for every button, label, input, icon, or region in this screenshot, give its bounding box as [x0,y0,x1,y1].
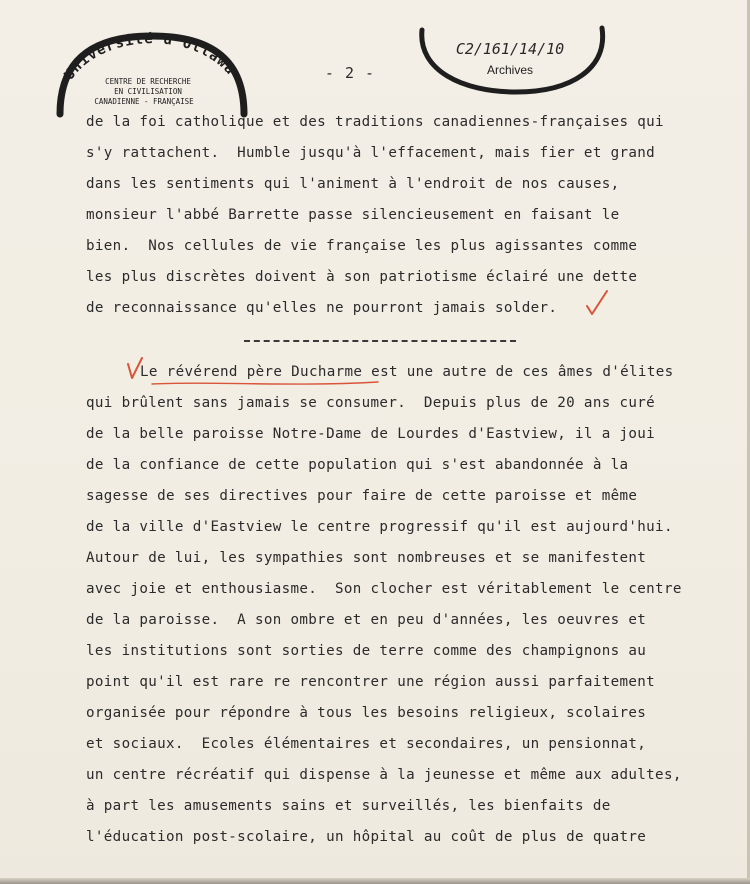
page-number: - 2 - [324,64,376,82]
text-line: de la confiance de cette population qui s'est abandonnée à la [86,457,629,473]
text-line: qui brûlent sans jamais se consumer. Depuis plus de 20 ans curé [86,395,656,411]
text-line: de la paroisse. A son ombre et en peu d'années, les oeuvres et [86,612,647,628]
text-line: dans les sentiments qui l'animent à l'endroit de nos causes, [86,176,620,192]
page-edge-bottom [0,878,750,884]
text-line: les plus discrètes doivent à son patriotisme éclairé une dette [86,269,638,285]
text-line: bien. Nos cellules de vie française les plus agissantes comme [86,238,638,254]
text-line: de la foi catholique et des traditions canadiennes-françaises qui [86,114,664,130]
archive-reference: C2/161/14/10 [455,40,565,58]
text-line: un centre récréatif qui dispense à la jeunesse et même aux adultes, [86,767,682,783]
text-line: de la ville d'Eastview le centre progressif qu'il est aujourd'hui. [86,519,673,535]
stamp-line-2: EN CIVILISATION [114,87,182,96]
text-line: à part les amusements sains et surveillés, les bienfaits de [86,798,611,814]
text-line: point qu'il est rare re rencontrer une région aussi parfaitement [86,674,656,690]
text-line: l'éducation post-scolaire, un hôpital au coût de plus de quatre [86,829,647,845]
text-line: avec joie et enthousiasme. Son clocher est véritablement le centre [86,581,682,597]
stamp-arc-text: Université d'Ottawa [61,31,239,83]
university-stamp [52,30,252,120]
text-line: les institutions sont sorties de terre comme des champignons au [86,643,647,659]
text-line: sagesse de ses directives pour faire de cette paroisse et même [86,488,638,504]
text-line: Le révérend père Ducharme est une autre de ces âmes d'élites [140,364,674,380]
text-line: Autour de lui, les sympathies sont nombreuses et se manifestent [86,550,647,566]
text-line: et sociaux. Ecoles élémentaires et secondaires, un pensionnat, [86,736,647,752]
archives-label: Archives [486,63,534,77]
stamp-line-1: CENTRE DE RECHERCHE [105,77,191,86]
text-line: de reconnaissance qu'elles ne pourront jamais solder. [86,300,558,316]
section-separator [244,340,516,342]
text-line: de la belle paroisse Notre-Dame de Lourdes d'Eastview, il a joui [86,426,656,442]
text-line: s'y rattachent. Humble jusqu'à l'effacement, mais fier et grand [86,145,656,161]
text-line: monsieur l'abbé Barrette passe silencieusement en faisant le [86,207,620,223]
stamp-line-3: CANADIENNE - FRANÇAISE [94,97,194,106]
red-check-mark [584,288,610,318]
svg-text:Université d'Ottawa [61,31,238,83]
archives-stamp [412,20,612,100]
text-line: organisée pour répondre à tous les besoins religieux, scolaires [86,705,647,721]
